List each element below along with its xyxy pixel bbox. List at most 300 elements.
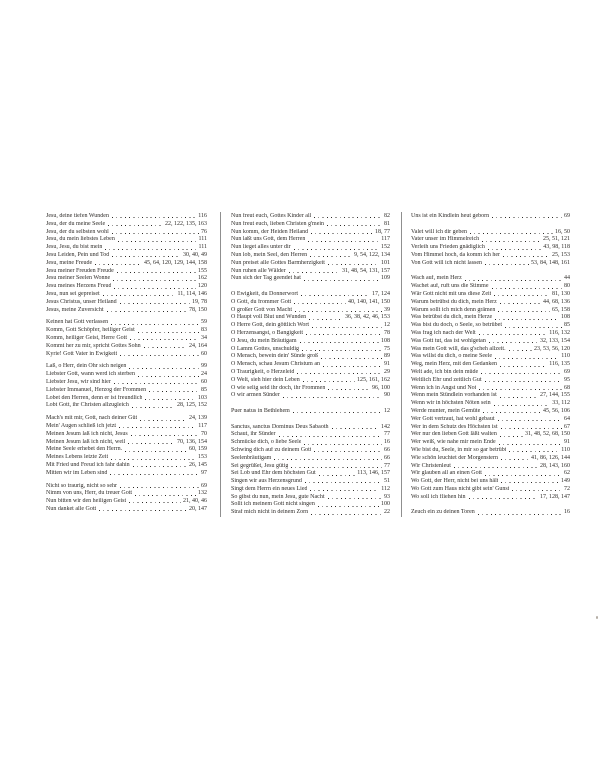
dot-leader (294, 244, 379, 252)
dot-leader (120, 483, 199, 491)
index-entry (231, 408, 390, 416)
page-numbers: 60, 159 (189, 446, 207, 453)
index-entry (231, 244, 390, 252)
index-entry (46, 490, 207, 498)
hymn-title: Nun lob, mein Seel, den Herren (231, 251, 308, 258)
index-entry (231, 299, 390, 307)
index-entry (411, 299, 570, 307)
dot-leader (492, 213, 562, 221)
index-entry (46, 268, 207, 276)
index-entry (46, 402, 207, 410)
index-entry (231, 501, 390, 509)
hymn-title: Straf mich nicht in deinem Zorn (231, 509, 309, 516)
page-numbers: 103 (198, 394, 207, 401)
dot-leader (500, 361, 547, 369)
page-numbers: 70 (201, 430, 207, 437)
index-entry (231, 229, 390, 237)
dot-leader (328, 385, 370, 393)
page-numbers: 31, 48, 54, 131, 157 (342, 267, 390, 274)
dot-leader (485, 377, 563, 385)
hymn-title: Keinen hat Gott verlassen (46, 319, 109, 326)
dot-leader (332, 424, 380, 432)
index-entry (46, 446, 207, 454)
page-numbers: 132 (198, 490, 207, 497)
dot-leader (305, 478, 382, 486)
index-entry (46, 327, 207, 335)
page-numbers: 116 (198, 213, 207, 219)
dot-leader (132, 402, 175, 410)
page-numbers: 75 (384, 345, 390, 352)
hymn-title: Wachet auf, ruft uns die Stimme (411, 283, 489, 290)
page-numbers: 23, 53, 56, 120 (534, 345, 570, 352)
hymn-title: Nun freut euch, Gottes Kinder all (231, 213, 312, 219)
dot-leader (503, 252, 550, 260)
dot-leader (113, 275, 196, 283)
dot-leader (323, 361, 382, 369)
dot-leader (293, 408, 382, 416)
page-numbers: 17, 128, 147 (540, 493, 570, 500)
index-entry (46, 395, 207, 403)
index-entry (411, 408, 570, 416)
dot-leader (110, 470, 199, 478)
hymn-title: Sanctus, sanctus Dominus Deus Sabaoth (231, 423, 329, 430)
hymn-title: Was Gott tut, das ist wohlgetan (411, 337, 486, 344)
hymn-title: Nun sich der Tag geendet hat (231, 275, 301, 282)
dot-leader (108, 221, 163, 229)
page-numbers: 80 (564, 283, 570, 290)
page-numbers: 112 (381, 485, 390, 492)
page-numbers: 60 (201, 378, 207, 385)
page-numbers: 120 (198, 283, 207, 290)
page-numbers: 108 (561, 314, 570, 321)
page-numbers: 24, 164 (189, 342, 207, 349)
dot-leader (492, 283, 563, 291)
index-entry (231, 494, 390, 502)
dot-leader (478, 509, 562, 517)
page-numbers: 72 (564, 485, 570, 492)
dot-leader (304, 439, 382, 447)
dot-leader (105, 244, 196, 252)
index-entry (411, 307, 570, 315)
index-group (46, 319, 207, 358)
dot-leader (485, 470, 562, 478)
dot-leader (291, 463, 382, 471)
hymn-title: Wer nur den lieben Gott läßt walten (411, 431, 497, 438)
index-group (411, 213, 570, 221)
hymn-title: Nicht so traurig, nicht so sehr (46, 482, 117, 489)
page-numbers: 32, 133, 154 (540, 337, 570, 344)
hymn-title: O Mensch, schau Jesum Christum an (231, 361, 320, 368)
dot-leader (297, 369, 382, 377)
page-numbers: 16 (384, 439, 390, 446)
index-entry (411, 291, 570, 299)
page-numbers: 65, 158 (552, 306, 570, 313)
page-numbers: 152 (381, 244, 390, 251)
index-entry (46, 462, 207, 470)
hymn-title: Sollt ich meinem Gott nicht singen (231, 501, 315, 508)
hymn-title: Jesu, der du meine Seele (46, 220, 106, 227)
index-entry (231, 346, 390, 354)
index-entry (411, 385, 570, 393)
page-numbers: 76 (201, 228, 207, 235)
hymn-title: Schaut, ihr Sünder (231, 431, 276, 438)
hymn-title: Wer Gott vertraut, hat wohl gebaut (411, 415, 495, 422)
index-entry (231, 509, 390, 517)
page-numbers: 70, 136, 154 (177, 438, 207, 445)
hymn-title: O Herre Gott, dein göttlich Wort (231, 322, 310, 329)
hymn-title: Schmücke dich, o liebe Seele (231, 439, 302, 446)
column-divider-rule (401, 212, 402, 517)
hymn-title: Warum sollt ich mich denn grämen (411, 306, 496, 313)
page-numbers: 9, 54, 122, 134 (354, 251, 390, 258)
dot-leader (120, 351, 199, 359)
index-entry (411, 244, 570, 252)
index-entry (231, 221, 390, 229)
hymn-title: Liebster Jesu, wir sind hier (46, 378, 111, 385)
page-numbers: 116, 132 (549, 329, 570, 336)
page-numbers: 60 (201, 350, 207, 357)
page-numbers: 81 (384, 220, 390, 227)
dot-leader (114, 379, 199, 387)
hymn-title: Jesu, Jesu, du bist mein (46, 244, 103, 251)
index-entry (411, 478, 570, 486)
index-entry (231, 463, 390, 471)
page-numbers: 34 (201, 334, 207, 341)
dot-leader (465, 275, 562, 283)
index-entry (231, 439, 390, 447)
hymn-title: O Ewigkeit, du Donnerwort (231, 290, 298, 297)
page-numbers: 117 (381, 236, 390, 243)
hymn-title: O Jesu, du mein Bräutigam (231, 337, 297, 344)
hymn-title: Singen wir aus Herzensgrund (231, 478, 302, 485)
dot-leader (500, 392, 538, 400)
hymn-title: Meinen Jesum laß ich nicht, Jesus (46, 430, 128, 437)
dot-leader (295, 307, 382, 315)
dot-leader (495, 314, 559, 322)
index-entry (411, 229, 570, 237)
dot-leader (103, 291, 176, 299)
hymn-title: Puer natus in Bethlehem (231, 407, 290, 414)
page-numbers: 39 (384, 306, 390, 313)
dot-leader (310, 252, 352, 260)
index-entry (411, 447, 570, 455)
hymn-title: Lobet den Herren, denn er ist freundlich (46, 394, 143, 401)
index-entry (46, 213, 207, 221)
hymn-title: Mitten wir im Leben sind (46, 469, 108, 476)
index-entry (411, 494, 570, 502)
index-entry (411, 213, 570, 221)
index-entry (231, 275, 390, 283)
dot-leader (130, 335, 199, 343)
page-numbers: 19, 78 (192, 298, 207, 305)
hymn-title: O Welt, sieh hier dein Leben (231, 376, 300, 383)
index-entry (46, 506, 207, 514)
dot-leader (289, 268, 340, 276)
index-entry (411, 416, 570, 424)
hymn-title: Nun ruhen alle Wälder (231, 267, 286, 274)
dot-leader (131, 431, 199, 439)
hymn-title: Schwing dich auf zu deinem Gott (231, 446, 312, 453)
hymn-title: Mit Fried und Freud ich fahr dahin (46, 461, 130, 468)
index-group (231, 408, 390, 416)
dot-leader (499, 439, 562, 447)
index-entry (411, 392, 570, 400)
index-entry (46, 363, 207, 371)
index-column-3 (411, 213, 570, 517)
hymn-title: Nun lieget alles unter dir (231, 244, 291, 251)
page-numbers: 16, 50 (555, 228, 570, 235)
dot-leader (501, 455, 529, 463)
hymn-title: Kyrie! Gott Vater in Ewigkeit (46, 350, 118, 357)
hymn-title: O Lamm Gottes, unschuldig (231, 345, 299, 352)
dot-leader (112, 229, 199, 237)
page-numbers: 29 (384, 368, 390, 375)
page-numbers: 113, 146, 157 (357, 470, 390, 477)
dot-leader (133, 462, 187, 470)
dot-leader (306, 330, 382, 338)
page-numbers: 67 (564, 423, 570, 430)
dot-leader (327, 221, 382, 229)
dot-leader (512, 486, 562, 494)
dot-leader (319, 470, 356, 478)
dot-leader (494, 400, 551, 408)
index-group (411, 275, 570, 501)
dot-leader (303, 377, 355, 385)
page-numbers: 66 (384, 454, 390, 461)
index-entry (231, 338, 390, 346)
index-column-1 (46, 213, 207, 514)
index-entry (231, 260, 390, 268)
index-entry (231, 236, 390, 244)
hymn-title: Komm, heiliger Geist, Herre Gott (46, 334, 127, 341)
dot-leader (95, 260, 142, 268)
hymn-title: Wo soll ich fliehen hin (411, 493, 466, 500)
hymn-title: Werde munter, mein Gemüte (411, 407, 481, 414)
dot-leader (501, 478, 559, 486)
index-entry (411, 377, 570, 385)
dot-leader (482, 236, 541, 244)
page-numbers: 95 (564, 376, 570, 383)
hymn-title: Singt dem Herrn ein neues Lied (231, 485, 308, 492)
page-numbers: 78, 150 (189, 306, 207, 313)
index-entry (46, 236, 207, 244)
dot-leader (479, 330, 547, 338)
dot-leader (498, 307, 550, 315)
hymn-title: Weg, mein Herz, mit den Gedanken (411, 361, 497, 368)
index-entry (46, 275, 207, 283)
page-numbers: 162 (198, 275, 207, 282)
index-group (231, 424, 390, 518)
index-entry (231, 455, 390, 463)
hymn-title: Jesu, der du selbsten wohl (46, 228, 109, 235)
page-numbers: 16 (564, 509, 570, 516)
hymn-title: Liebster Gott, wann werd ich sterben (46, 371, 135, 378)
page-numbers: 153 (198, 454, 207, 461)
hymn-title: Jesu, du mein liebstes Leben (46, 236, 115, 243)
index-entry (46, 454, 207, 462)
hymn-title: O wie selig seid ihr doch, ihr Frommen (231, 384, 326, 391)
index-entry (46, 307, 207, 315)
index-entry (231, 291, 390, 299)
dot-leader (505, 322, 562, 330)
index-entry (411, 424, 570, 432)
page-numbers: 25, 153 (552, 251, 570, 258)
dot-leader (125, 446, 187, 454)
index-entry (411, 236, 570, 244)
page-numbers: 44 (564, 275, 570, 282)
dot-leader (489, 338, 538, 346)
dot-leader (500, 431, 523, 439)
page-numbers: 21, 40, 46 (183, 498, 207, 505)
dot-leader (111, 454, 196, 462)
index-entry (231, 353, 390, 361)
page-numbers: 101 (381, 259, 390, 266)
page-numbers: 81, 130 (552, 290, 570, 297)
index-entry (46, 291, 207, 299)
page-numbers: 116, 135 (549, 361, 570, 368)
index-entry (411, 455, 570, 463)
page-numbers: 110 (561, 446, 570, 453)
index-entry (46, 260, 207, 268)
index-entry (411, 260, 570, 268)
index-entry (46, 221, 207, 229)
page-numbers: 69 (564, 213, 570, 219)
index-entry (411, 275, 570, 283)
page-numbers: 33, 112 (552, 400, 570, 407)
hymn-title: Meine Seele erhebet den Herrn. (46, 446, 123, 453)
hymn-title: Jesu, deine tiefen Wunden (46, 213, 109, 219)
dot-leader (294, 299, 346, 307)
dot-leader (321, 353, 382, 361)
index-entry (46, 299, 207, 307)
page-numbers: 77 (384, 431, 390, 438)
hymn-title: O Herzensangst, o Bangigkeit (231, 329, 303, 336)
dot-leader (135, 490, 196, 498)
hymn-title: Wir glauben all an einen Gott (411, 470, 482, 477)
page-numbers: 77 (384, 462, 390, 469)
index-entry (46, 283, 207, 291)
dot-leader (301, 291, 370, 299)
hymn-title: Weltlich Ehr und zeitlich Gut (411, 376, 482, 383)
hymn-title: Sei Lob und Ehr dem höchsten Gut (231, 470, 316, 477)
hymn-title: Wär Gott nicht mit uns diese Zeit (411, 290, 492, 297)
index-entry (411, 330, 570, 338)
hymn-title: Jesu, nun sei gepreiset (46, 290, 100, 297)
dot-leader (111, 319, 199, 327)
hymn-title: O Mensch, bewein dein' Sünde groß (231, 353, 319, 360)
page-numbers: 96, 100 (372, 384, 390, 391)
dot-leader (470, 229, 553, 237)
index-entry (411, 369, 570, 377)
hymn-title: Wenn mein Stündlein vorhanden ist (411, 392, 497, 399)
hymn-title: Nimm von uns, Herr, du treuer Gott (46, 490, 133, 497)
page-numbers: 111 (198, 236, 207, 243)
dot-leader (119, 423, 196, 431)
page-numbers: 12 (384, 407, 390, 414)
page-numbers: 91 (384, 361, 390, 368)
index-entry (231, 486, 390, 494)
dot-leader (140, 415, 187, 423)
dot-leader (310, 486, 379, 494)
index-entry (411, 353, 570, 361)
dot-leader (99, 506, 187, 514)
hymn-title: Mein' Augen schließ ich jetzt (46, 422, 117, 429)
hymn-title: Liebster Immanuel, Herzog der Frommen (46, 386, 147, 393)
page-numbers: 89 (384, 353, 390, 360)
index-entry (231, 361, 390, 369)
page-numbers: 125, 161, 162 (357, 376, 390, 383)
index-entry (46, 439, 207, 447)
index-entry (231, 478, 390, 486)
index-group (411, 229, 570, 268)
hymn-title: Wer weiß, wie nahe mir mein Ende (411, 439, 496, 446)
index-entry (46, 244, 207, 252)
hymn-title: Nun danket alle Gott (46, 505, 97, 512)
page-numbers: 59 (201, 319, 207, 326)
page-numbers: 83 (201, 327, 207, 334)
hymn-title: Wenn ich in Angst und Not (411, 384, 477, 391)
hymn-title: Verleih uns Frieden gnädiglich (411, 244, 485, 251)
page-numbers: 91 (564, 439, 570, 446)
dot-leader (309, 314, 343, 322)
index-entry (411, 400, 570, 408)
page-numbers: 110 (561, 353, 570, 360)
dot-leader (279, 431, 383, 439)
index-entry (411, 439, 570, 447)
page-numbers: 111 (198, 244, 207, 251)
hymn-title: Kommt her zu mir, spricht Gottes Sohn (46, 342, 141, 349)
hymn-title: Meinen Jesum laß ich nicht, weil (46, 438, 126, 445)
hymn-title: Was mein Gott will, das g'scheh allzeit. (411, 345, 506, 352)
index-entry (46, 423, 207, 431)
hymn-title: Vater unser im Himmelreich (411, 236, 480, 243)
index-entry (46, 343, 207, 351)
dot-leader (318, 501, 379, 509)
hymn-title: Wo Gott, der Herr, nicht bei uns hält (411, 478, 499, 485)
page-numbers: 69 (201, 482, 207, 489)
index-entry (411, 361, 570, 369)
hymn-title: Jesu Leiden, Pein und Tod (46, 251, 110, 258)
hymn-title: Nun preiset alle Gottes Barmherzigkeit (231, 259, 325, 266)
index-entry (46, 431, 207, 439)
index-entry (46, 498, 207, 506)
hymn-title: O Haupt voll Blut und Wunden (231, 314, 307, 321)
page-numbers: 22 (384, 509, 390, 516)
index-entry (231, 470, 390, 478)
page-numbers: 51 (384, 478, 390, 485)
page-numbers: 26, 145 (189, 461, 207, 468)
dot-leader (144, 343, 187, 351)
hymn-title: Valet will ich dir geben (411, 228, 467, 235)
dot-leader (328, 260, 379, 268)
page-numbers: 40, 140, 141, 150 (348, 298, 390, 305)
dot-leader (509, 447, 559, 455)
page-numbers: 85 (201, 386, 207, 393)
page-numbers: 25, 51, 121 (543, 236, 570, 243)
page-numbers: 78 (384, 329, 390, 336)
dot-leader (138, 327, 199, 335)
index-entry (231, 268, 390, 276)
column-divider-rule (220, 212, 221, 517)
page-numbers: 97 (201, 469, 207, 476)
page-numbers: 11, 114, 146 (177, 290, 207, 297)
dot-leader (454, 463, 538, 471)
dot-leader (129, 498, 181, 506)
page-numbers: 109 (381, 275, 390, 282)
hymn-title: Nun laßt uns Gott, dem Herren (231, 236, 306, 243)
index-entry (231, 213, 390, 221)
page-numbers: 149 (561, 478, 570, 485)
